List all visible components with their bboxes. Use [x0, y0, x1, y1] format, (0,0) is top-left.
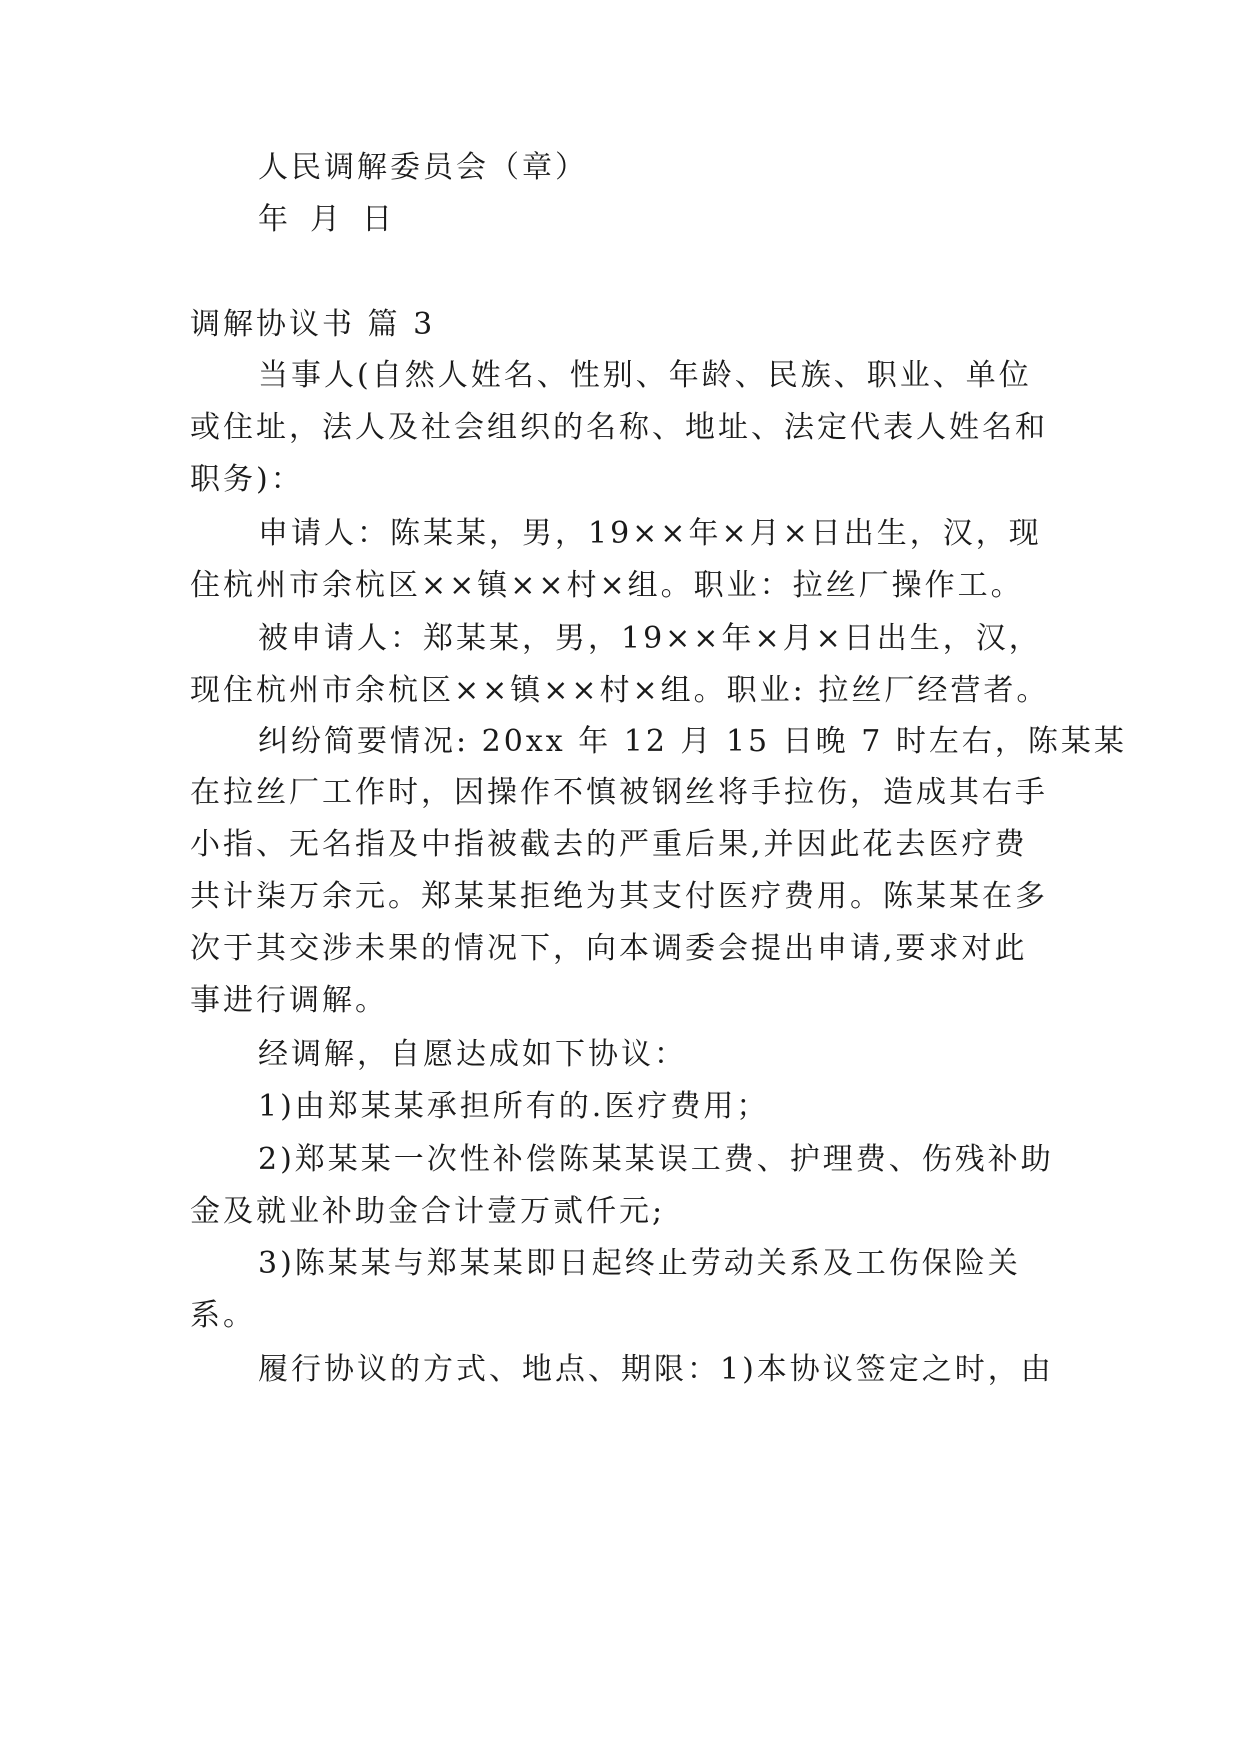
date-day-label: 日 [362, 202, 392, 237]
dispute-summary-line: 事进行调解。 [190, 983, 388, 1018]
agreement-term-3: 3)陈某某与郑某某即日起终止劳动关系及工伤保险关 [258, 1246, 1021, 1281]
dispute-summary-line: 共计柒万余元。郑某某拒绝为其支付医疗费用。陈某某在多 [190, 879, 1048, 914]
performance-terms-line: 履行协议的方式、地点、期限：1)本协议签定之时，由 [258, 1352, 1054, 1387]
committee-seal-line: 人民调解委员会（章） [258, 150, 588, 185]
respondent-line: 被申请人：郑某某，男，19××年×月×日出生，汉， [258, 621, 1042, 656]
date-month-label: 月 [310, 202, 340, 237]
parties-intro-line: 职务)： [190, 462, 304, 497]
parties-intro-line: 当事人(自然人姓名、性别、年龄、民族、职业、单位 [258, 358, 1032, 393]
dispute-summary-line: 在拉丝厂工作时，因操作不慎被钢丝将手拉伤，造成其右手 [190, 775, 1048, 810]
dispute-summary-line: 次于其交涉未果的情况下，向本调委会提出申请,要求对此 [190, 931, 1028, 966]
respondent-line: 现住杭州市余杭区××镇××村×组。职业: 拉丝厂经营者。 [190, 673, 1050, 708]
dispute-summary-line: 小指、无名指及中指被截去的严重后果,并因此花去医疗费 [190, 827, 1028, 862]
dispute-summary-line: 纠纷简要情况: 20xx 年 12 月 15 日晚 7 时左右，陈某某 [258, 724, 1127, 759]
section-title: 调解协议书 篇 3 [190, 307, 436, 342]
agreement-term-3-continued: 系。 [190, 1298, 256, 1333]
date-year-label: 年 [258, 202, 288, 237]
agreement-term-2: 2)郑某某一次性补偿陈某某误工费、护理费、伤残补助 [258, 1142, 1054, 1177]
signature-date-line [258, 200, 1128, 240]
applicant-line: 住杭州市余杭区××镇××村×组。职业：拉丝厂操作工。 [190, 568, 1024, 603]
agreement-term-2-continued: 金及就业补助金合计壹万贰仟元; [190, 1194, 666, 1229]
agreement-intro: 经调解，自愿达成如下协议： [258, 1037, 687, 1072]
applicant-line: 申请人：陈某某，男，19××年×月×日出生，汉，现 [258, 516, 1042, 551]
agreement-term-1: 1)由郑某某承担所有的.医疗费用； [258, 1089, 770, 1124]
parties-intro-line: 或住址，法人及社会组织的名称、地址、法定代表人姓名和 [190, 410, 1048, 445]
